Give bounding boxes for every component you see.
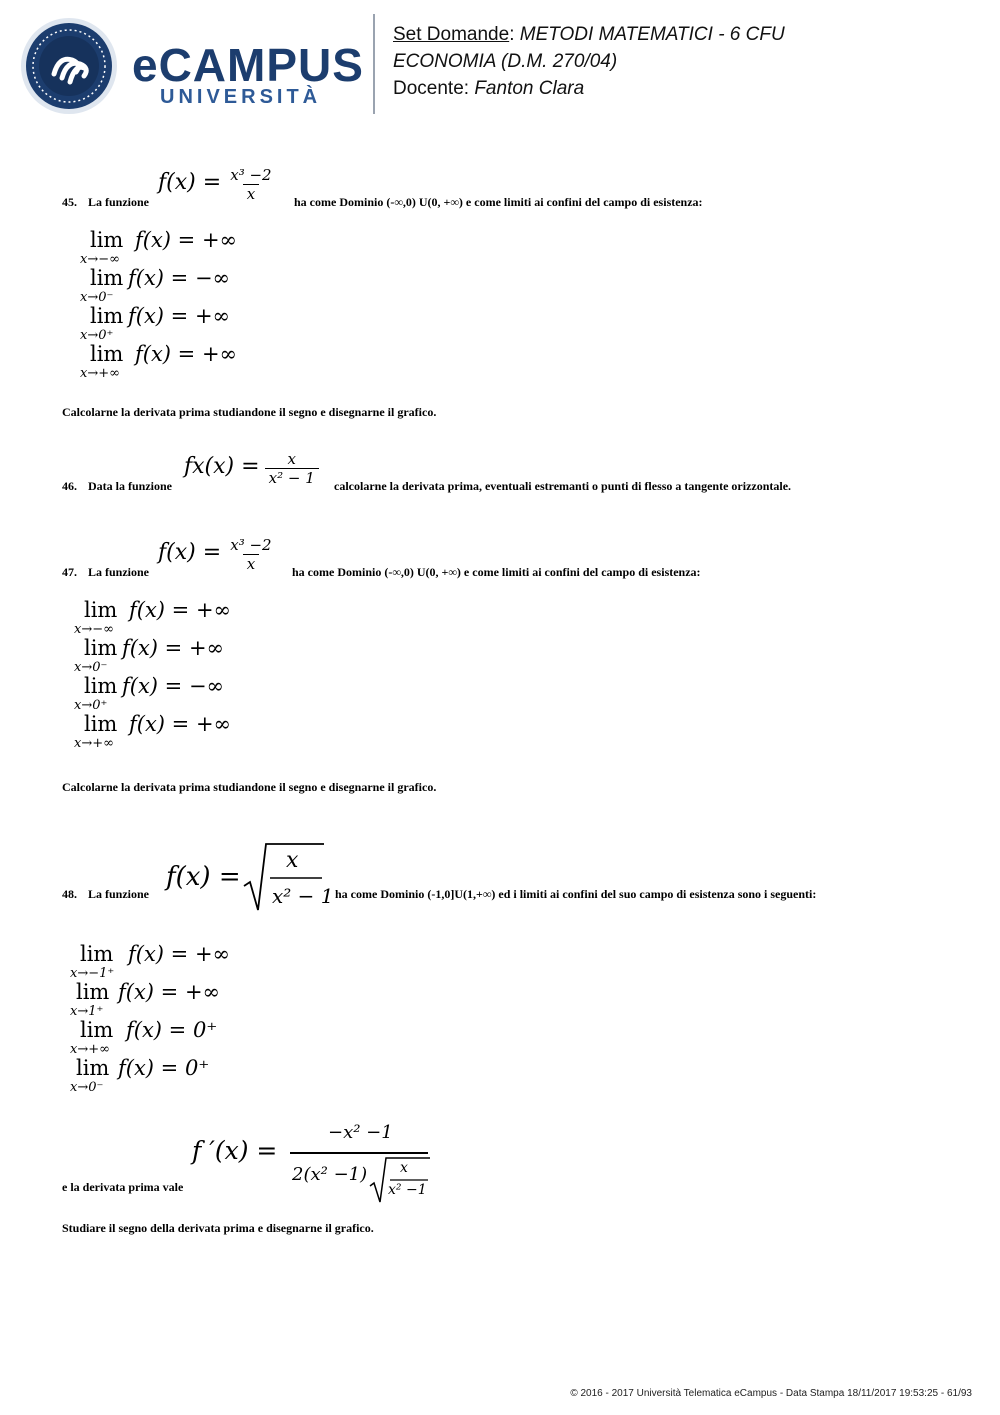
- q48-deriv-intro: e la derivata prima vale: [62, 1180, 184, 1194]
- brand-name: eCAMPUS: [132, 39, 364, 91]
- q48-derivative-formula: f ′(x) = −x² −1 2(x² −1) x x² −1: [192, 1122, 437, 1208]
- q47-limits: lim x→−∞ f(x) = +∞ lim x→0⁻ f(x) = +∞ lim x→0⁺ f(x) = −∞ lim x→+∞ f(x) = +∞: [74, 598, 232, 751]
- set-label: Set Domande: [393, 24, 510, 45]
- course-subtitle: ECONOMIA (D.M. 270/04): [393, 51, 618, 72]
- q45-limits: lim x→−∞ f(x) = +∞ lim x→0⁻ f(x) = −∞ lim x→0⁺ f(x) = +∞ lim x→+∞ f(x) = +∞: [80, 228, 238, 381]
- q46-formula: fx(x) = $\frac{x}{\text{x² − 1}}$: [184, 450, 319, 487]
- q48-task: Studiare il segno della derivata prima e disegnarne il grafico.: [62, 1221, 374, 1235]
- header-teacher-line: [393, 78, 584, 100]
- page-footer: © 2016 - 2017 Università Telematica eCampus - Data Stampa 18/11/2017 19:53:25 - 61/93: [570, 1388, 972, 1399]
- q48-limits: lim x→−1⁺ f(x) = +∞ lim x→1⁺ f(x) = +∞ lim x→+∞ f(x) = 0⁺ lim x→0⁻ f(x) = 0⁺: [70, 942, 231, 1095]
- course-title: METODI MATEMATICI - 6 CFU: [519, 24, 785, 45]
- brand-subtitle: UNIVERSITÀ: [160, 86, 322, 108]
- header-divider: [373, 14, 375, 114]
- q47-task: Calcolarne la derivata prima studiandone il segno e disegnarne il grafico.: [62, 780, 437, 794]
- q45-text: ha come Dominio (-∞,0) U(0, +∞) e come limiti ai confini del campo di esistenza:: [294, 195, 703, 209]
- q47-formula: f(x) = $\frac{\text{x³ −2}}{x}$: [158, 536, 272, 573]
- q45-formula: f(x) = $\frac{\text{x³ −2}}{x}$: [158, 166, 272, 203]
- q45-task: Calcolarne la derivata prima studiandone il segno e disegnarne il grafico.: [62, 405, 437, 419]
- q45-intro: 45. La funzione: [62, 195, 150, 209]
- fraction-bar: [290, 1152, 428, 1154]
- q46-intro: 46. Data la funzione: [62, 479, 172, 493]
- q48-text: ha come Dominio (-1,0]U(1,+∞) ed i limiti ai confini del suo campo di esistenza sono i seguenti:: [335, 887, 817, 901]
- ecampus-seal-icon: [14, 16, 124, 116]
- q47-intro: 47. La funzione: [62, 565, 150, 579]
- q48-intro: 48. La funzione: [62, 887, 150, 901]
- teacher-label: Docente:: [393, 78, 470, 99]
- q48-formula: f(x) = x x² − 1: [166, 842, 331, 914]
- header-course-line: Set Domande: METODI MATEMATICI - 6 CFU: [393, 24, 785, 45]
- teacher-name: Fanton Clara: [474, 78, 585, 99]
- q46-text: calcolarne la derivata prima, eventuali estremanti o punti di flesso a tangente orizzontale.: [334, 479, 792, 493]
- q47-text: ha come Dominio (-∞,0) U(0, +∞) e come limiti ai confini del campo di esistenza:: [292, 565, 701, 579]
